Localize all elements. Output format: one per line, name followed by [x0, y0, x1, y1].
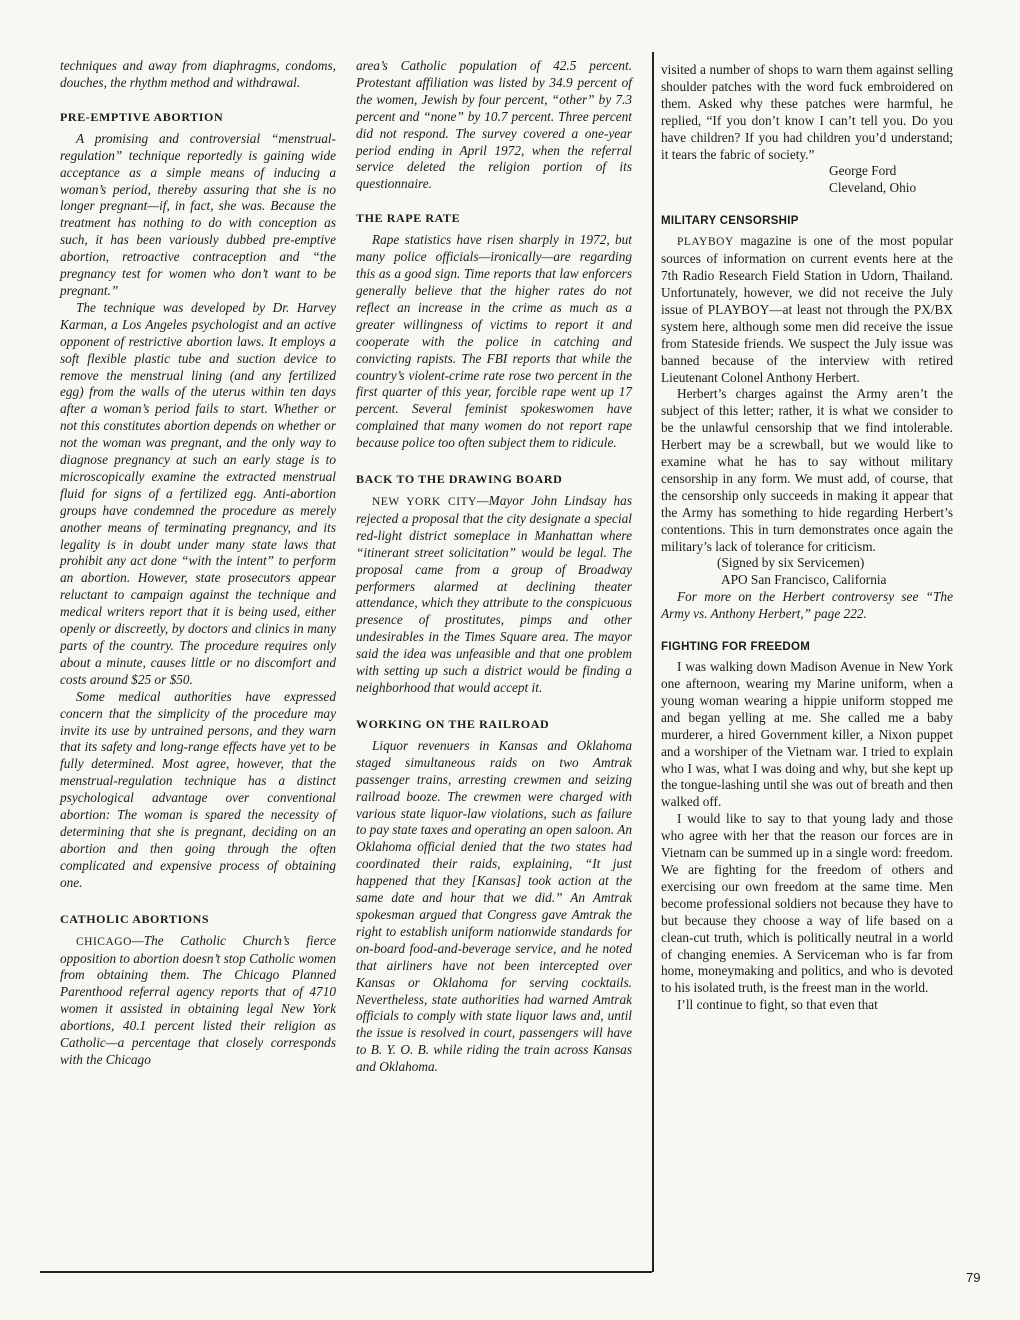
col3-lead: visited a number of shops to warn them against selling shoulder patches with the word fuck embroidered on them. Asked why these patches were harmful, he replied, “If you don’t know I can’t tell you. Do you have children? If you had children you’d understand; it tears the fabric of society.”	[661, 62, 953, 162]
heading-military-censorship: MILITARY CENSORSHIP	[661, 215, 799, 228]
editor-note: For more on the Herbert controversy see “The Army vs. Anthony Herbert,” page 222.	[661, 589, 953, 622]
magazine-name: PLAYBOY	[677, 236, 734, 249]
heading-pre-emptive-abortion: PRE-EMPTIVE ABORTION	[60, 109, 224, 124]
dateline: CHICAGO	[76, 935, 132, 948]
heading-drawing-board: BACK TO THE DRAWING BOARD	[356, 472, 563, 487]
paragraph-text: magazine is one of the most popular sources of information on current events here at the 7th Radio Research Field Station in Udorn, Thailand. Unfortunately, however, we did not receive the July issue of PLAYBOY—at least not through the PX/BX system here, although some men did receive the issue from Stateside friends. We suspect the July issue was banned because of the interview with retired Lieutenant Colonel Anthony Herbert.	[661, 233, 953, 385]
paragraph: Some medical authorities have expressed concern that the simplicity of the procedure may invite its use by untrained persons, and they warn that its safety and long-range effects have yet to be fully determined. Most agree, however, that the menstrual-regulation technique has a distinct psychological advantage over conventional abortion: The woman is spared the necessity of determining that she is pregnant, deciding on an abortion and then going through the often complicated and expensive process of obtaining one.	[60, 688, 336, 890]
paragraph: Liquor revenuers in Kansas and Oklahoma staged simultaneous raids on two Amtrak passenger trains, arresting crewmen and seizing railroad booze. The crewmen were charged with various state liquor-law violations, such as failure to pay state taxes and operating an open saloon. An Oklahoma official denied that the two states had coordinated their raids, explaining, “It just happened that they [Kansas] took action at the same date and hour that we did.” An Amtrak spokesman argued that Congress gave Amtrak the right to establish uniform nationwide standards for on-board food-and-beverage service, and he noted that airliners have not been intercepted over Kansas or Oklahoma for serving cocktails. Nevertheless, state authorities had warned Amtrak officials to comply with state liquor laws and, until the issue is resolved in court, passengers will have to B. Y. O. B. while riding the train across Kansas and Oklahoma.	[356, 737, 633, 1075]
column-frame-vertical	[652, 52, 654, 1272]
heading-catholic-abortions: CATHOLIC ABORTIONS	[60, 911, 210, 926]
signature-place: APO San Francisco, California	[721, 572, 887, 588]
heading-rape-rate: THE RAPE RATE	[356, 211, 461, 226]
paragraph-text: —The Catholic Church’s fierce opposition to abortion doesn’t stop Catholic women from obtaining them. The Chicago Planned Parenthood referral agency reports that of 4710 women it assisted in obtaining legal New York abortions, 40.1 percent listed their religion as Catholic—a percentage that closely corresponds with the Chicago	[60, 932, 336, 1067]
signature-name: George Ford	[829, 163, 897, 179]
heading-working-on-railroad: WORKING ON THE RAILROAD	[356, 716, 550, 731]
paragraph: Herbert’s charges against the Army aren’t the subject of this letter; rather, it is what we consider to be the unlawful censorship that we find intolerable. Herbert may be a screwball, but we would like to examine what he has to say without military censorship in any form. We must add, of course, that the censorship only succeeds in making it appear that the Army has something to hide regarding Herbert’s contentions. This in turn demonstrates once again the military’s lack of tolerance for criticism.	[661, 386, 953, 554]
paragraph: I would like to say to that young lady and those who agree with her that the reason our forces are in Vietnam can be summed up in a single word: freedom. We are fighting for the freedom of others and exercising our own freedom at the same time. Men become professional soldiers not because they have to but because they choose a way of life based on a clean-cut truth, which is politically neutral in a world of changing enemies. A Serviceman who is far from home, moneymaking and politics, and who is devoted to his isolated truth, is the freest man in the world.	[661, 811, 953, 996]
column-frame-horizontal	[40, 1271, 652, 1273]
paragraph	[661, 233, 953, 386]
column-2	[356, 58, 632, 1076]
paragraph	[60, 933, 336, 1069]
paragraph: The technique was developed by Dr. Harvey Karman, a Los Angeles psychologist and an active opponent of restrictive abortion laws. It employs a soft flexible plastic tube and suction device to remove the menstrual lining (and any fertilized egg) from the walls of the uterus within ten days after a woman’s period fails to start. Whether or not this constitutes abortion depends on whether or not the woman was pregnant, and the only way to diagnose pregnancy at such an early stage is to microscopically examine the extracted menstrual fluid for signs of a fertilized egg. Anti-abortion groups have condemned the procedure as merely another means of terminating pregnancy, and its legality is in doubt under many state laws that prohibit any act done “with the intent” to perform an abortion. However, state prosecutors appear reluctant to campaign against the technique and medical writers report that it is being used, either openly or discreetly, by doctors and clinics in many parts of the country. The procedure requires only about a minute, causes little or no discomfort and costs around $25 or $50.	[60, 299, 336, 687]
paragraph: I’ll continue to fight, so that even that	[677, 997, 878, 1013]
heading-fighting-for-freedom: FIGHTING FOR FREEDOM	[661, 641, 811, 654]
column-1	[60, 58, 336, 1069]
col1-lead: techniques and away from diaphragms, condoms, douches, the rhythm method and withdrawal.	[60, 58, 336, 90]
paragraph	[356, 493, 632, 697]
paragraph: Rape statistics have risen sharply in 1972, but many police officials—ironically—are regarding this as a good sign. Time reports that law enforcers generally believe that the higher rates do not reflect an increase in the crime as much as a greater willingness of victims to report it and cooperate with the police in catching and convicting rapists. The FBI reports that while the country’s violent-crime rate rose two percent in the first quarter of this year, forcible rape went up 17 percent. Several feminist spokeswomen have complained that many women do not report rape because police too often subject them to ridicule.	[356, 232, 632, 451]
column-3-letters	[661, 62, 953, 1014]
paragraph: I was walking down Madison Avenue in New York one afternoon, wearing my Marine uniform, when a young woman wearing a hippie uniform stopped me and began yelling at me. She called me a baby murderer, a hired Government killer, a Nixon puppet and a worshiper of the Vietnam war. I tried to explain who I was, what I was doing and why, but she kept up the tongue-lashing until she was out of breath and then walked off.	[661, 659, 953, 810]
paragraph-text: —Mayor John Lindsay has rejected a proposal that the city designate a special red-light district someplace in Manhattan where “itinerant street solicitation” would be legal. The proposal came from a group of Broadway performers alarmed at declining theater attendance, which they attribute to the conspicuous presence of prostitutes, pimps and other undesirables in the Times Square area. The mayor said the idea was unfeasible and that one problem with setting up such a district would be finding a neighborhood that would accept it.	[356, 493, 632, 695]
signature-place: Cleveland, Ohio	[829, 180, 917, 196]
col2-lead: area’s Catholic population of 42.5 percent. Protestant affiliation was listed by 34.9 percent of the women, Jewish by four percent, “other” by 7.3 percent and “none” by 10.7 percent. Three percent did not respond. The survey covered a one-year period ending in April 1972, when the referral service deleted the religion portion of its questionnaire.	[356, 58, 632, 192]
paragraph: A promising and controversial “menstrual-regulation” technique reportedly is gaining wide acceptance as a simple means of inducing a woman’s period, thereby assuring that she is no longer pregnant—if, in fact, she was. Because the treatment has nothing to do with conception as such, it has been variously dubbed pre-emptive abortion, retroactive contraception and “the pregnancy test for women who don’t want to be pregnant.”	[60, 130, 336, 298]
dateline: NEW YORK CITY	[372, 496, 477, 509]
page-number: 79	[966, 1270, 981, 1285]
signature-name: (Signed by six Servicemen)	[717, 555, 865, 571]
